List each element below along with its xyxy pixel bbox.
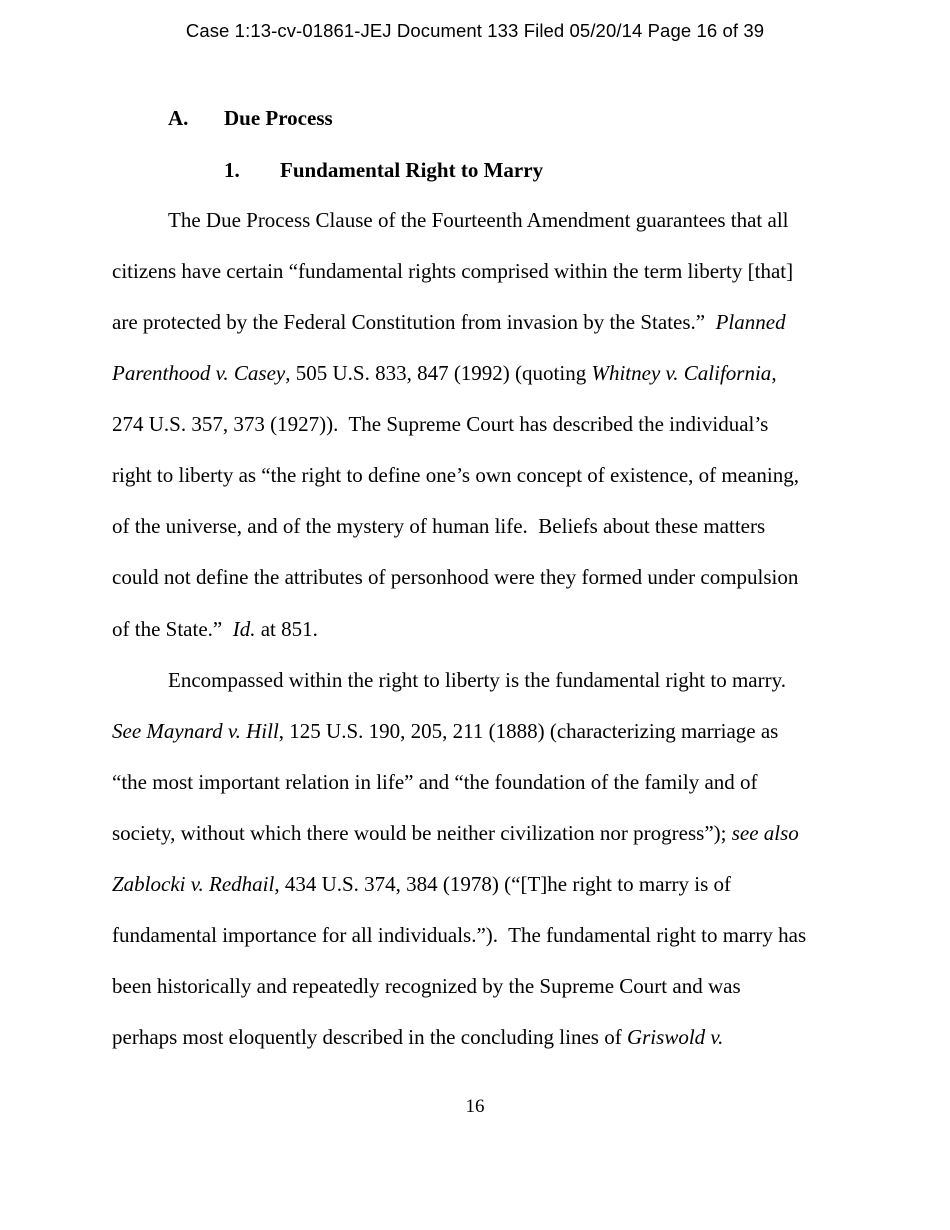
text-line [112,414,768,435]
citation-italic: Id. [232,616,256,641]
text-segment: right to liberty as “the right to define one’s own concept of existence, of meaning, [112,463,799,488]
text-segment: , 125 U.S. 190, 205, 211 (1888) (characterizing marriage as [278,718,779,743]
text-segment: could not define the attributes of personhood were they formed under compulsion [112,565,799,590]
text-segment: society, without which there would be neither civilization nor progress”); [112,820,732,845]
text-line [112,567,798,588]
text-line [112,516,765,537]
text-line [112,718,779,743]
text-segment: citizens have certain “fundamental rights comprised within the term liberty [that] [112,259,794,284]
text-segment: been historically and repeatedly recognized by the Supreme Court and was [112,973,741,998]
text-segment: The Due Process Clause of the Fourteenth Amendment guarantees that all [168,208,789,232]
text-segment: perhaps most eloquently described in the concluding lines of [112,1025,627,1049]
section-title: Due Process [224,106,333,130]
header-page-count: Page 16 of 39 [647,20,765,41]
text-line [112,465,799,486]
citation-italic: See Maynard v. Hill [112,718,279,743]
header-case-number: Case 1:13-cv-01861-JEJ [185,20,392,41]
citation-italic: Whitney v. California [591,361,772,386]
text-line [112,261,793,282]
case-header [0,20,950,42]
text-segment: , [771,361,777,386]
text-segment: “the most important relation in life” and “the foundation of the family and of [112,769,758,794]
text-segment: fundamental importance for all individuals.”). The fundamental right to marry has [112,922,807,947]
text-segment: of the universe, and of the mystery of human life. Beliefs about these matters [112,514,766,539]
text-segment: are protected by the Federal Constitution from invasion by the States.” [112,310,716,335]
text-line [112,820,799,845]
citation-italic: Griswold v. [626,1025,724,1049]
subsection-heading [224,158,543,183]
text-line [112,363,777,384]
text-segment: , 434 U.S. 374, 384 (1978) (“[T]he right to marry is of [274,871,731,896]
text-line [112,616,318,641]
text-segment: at 851. [255,616,318,641]
text-line [112,973,741,998]
text-line [112,769,758,794]
page-number: 16 [465,1096,485,1117]
text-segment: , 505 U.S. 833, 847 (1992) (quoting [285,361,592,386]
text-line [168,210,789,231]
citation-italic: Zablocki v. Redhail [112,871,275,896]
header-filed-date: Filed 05/20/14 [523,20,643,41]
subsection-title: Fundamental Right to Marry [280,158,544,182]
header-document: Document 133 [396,20,519,41]
citation-italic: Planned [715,310,786,335]
text-segment: Encompassed within the right to liberty is the fundamental right to marry. [168,667,787,692]
text-line [168,667,787,692]
text-line [112,1027,723,1048]
subsection-marker: 1. [224,158,240,182]
section-heading [168,106,333,131]
text-line [112,922,807,947]
text-line [112,871,731,896]
text-segment: of the State.” [112,616,233,641]
section-marker: A. [168,106,189,130]
text-line [112,312,786,333]
citation-italic: Parenthood v. Casey [112,361,286,386]
citation-italic: see also [731,820,799,845]
text-segment: 274 U.S. 357, 373 (1927)). The Supreme Court has described the individual’s [112,412,769,437]
